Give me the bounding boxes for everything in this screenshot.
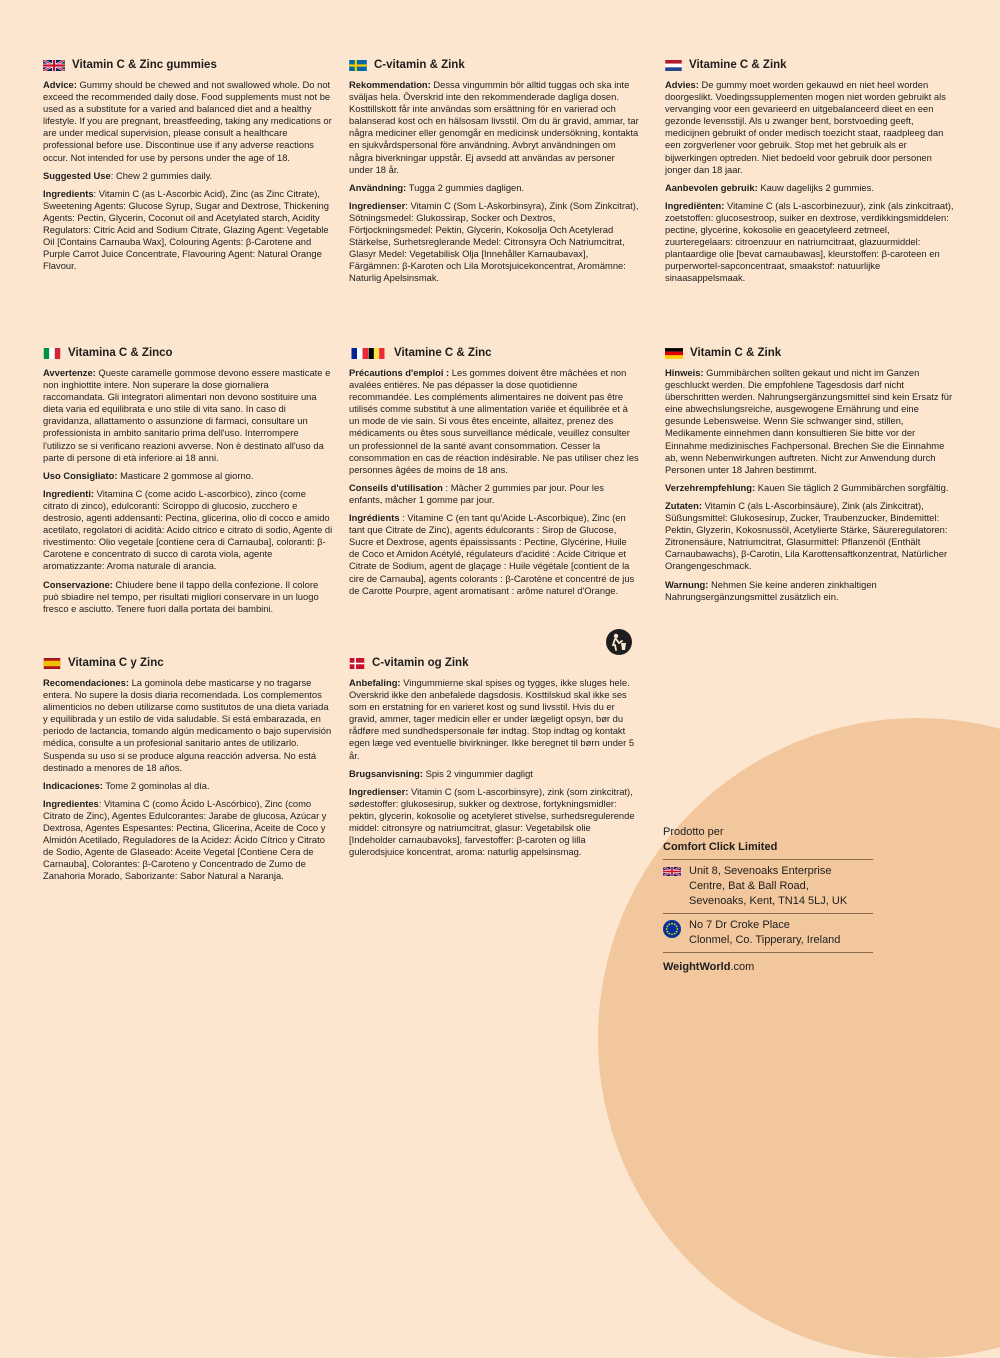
section-title: Vitamine C & Zink	[689, 59, 787, 71]
sweden-flag-icon	[349, 60, 367, 71]
eu-address: No 7 Dr Croke Place Clonmel, Co. Tipperary, Ireland	[663, 918, 873, 948]
section-english	[43, 58, 333, 278]
advice-paragraph: Advice: Gummy should be chewed and not swallowed whole. Do not exceed the recommended daily dose. Food supplements must not be used as a substitute for a varied and balanced diet and a healthy lifestyle. If you are pregnant, breastfeeding, taking any medications or are under medical supervision, please consult a healthcare professional before use. Discontinue use if any adverse reactions occur. Not intended for use by persons under the age of 18.	[43, 79, 332, 163]
section-title: Vitamine C & Zinc	[394, 347, 492, 359]
divider	[663, 952, 873, 953]
usage-paragraph: Conseils d'utilisation : Mâcher 2 gummies par jour. Pour les enfants, mâcher 1 gomme par jour.	[349, 481, 604, 505]
divider	[663, 859, 873, 860]
manufacturer-info	[663, 826, 873, 973]
advice-paragraph: Anbefaling: Vingummierne skal spises og tygges, ikke sluges hele. Overskrid ikke den anbefalede dagsdosis. Kosttilskud skal ikke ses som en erstatning for en varieret kost og sund livsstil. Hvis du er gravid, ammer, tager medicin eller er under lægeligt opsyn, bør du rådføre med sundhedspersonale før indtag. Stop indtag og kontakt egen læge ved eventuelle bivirkninger. Ikke beregnet til børn under 5 år.	[349, 677, 635, 761]
divider	[663, 913, 873, 914]
ingredients-paragraph: Ingredienser: Vitamin C (som L-ascorbinsyre), zink (som zinkcitrat), sødestoffer: glukosesirup, sukker og dextrose, fortykningsmidler: pektin, glycerin, kokosolie og acetyleret stivelse, surhedsregulerende middel: citronsyre og natriumcitrat, glasur: Vegetabilsk olie [Indeholder carnaubavoks], farvestoffer: β-caroten og lilla gulerodsjuice koncentrat, aroma: naturlig appelsinsmag.	[349, 785, 635, 858]
ingredients-paragraph: Ingredienser: Vitamin C (Som L-Askorbinsyra), Zink (Som Zinkcitrat), Sötningsmedel: Glukossirap, Socker och Dextros, Förtjockningsmedel: Pektin, Glycerin, Kokosolja Och Acetylerad Stärkelse, Surhetsreglerande Medel: Citronsyra Och Natriumcitrat, Glasyr Medel: Vegetabilisk Olja [Innehåller Karnaubavax], Färgämnen: β-Karoten och Lila Morotsjuicekoncentrat, Aromämne: Naturlig Apelsinsmak.	[349, 199, 639, 284]
ingredients-paragraph: Ingrediënten: Vitamine C (als L-ascorbinezuur), zink (als zinkcitraat), zoetstoffen: glucosestroop, suiker en dextrose, verdikkingsmiddelen: pectine, glycerine, kokosolie en geacetyleerd zetmeel, zuurteregelaars: citroenzuur en natriumcitraat, glazuurmiddel: plantaardige olie [bevat carnaubawas], kleurstoffen: β-caroteen en purperwortel-sapconcentraat, smaakstof: natuurlijke sinaasappelsmaak.	[665, 199, 954, 284]
section-german	[665, 346, 955, 609]
usage-paragraph: Aanbevolen gebruik: Kauw dagelijks 2 gummies.	[665, 181, 874, 193]
usage-paragraph: Uso Consigliato: Masticare 2 gommose al giorno.	[43, 469, 254, 481]
usage-paragraph: Brugsanvisning: Spis 2 vingummier dagligt	[349, 767, 533, 779]
section-title: Vitamina C & Zinco	[68, 347, 173, 359]
advice-paragraph: Précautions d'emploi : Les gommes doivent être mâchées et non avalées entières. Ne pas dépasser la dose quotidienne recommandée. Les compléments alimentaires ne doivent pas être utilisés comme substitut à une alimentation variée et équilibrée et à un mode de vie sain. Si vous êtes enceinte, allaitez, prenez des médicaments ou êtes sous surveillance médicale, veuillez consulter un professionnel de la santé avant consommation. Cesser la consommation en cas de réaction indésirable. Ne pas utiliser chez les personnes âgées de moins de 18 ans.	[349, 367, 639, 475]
ingredients-paragraph: Ingrédients : Vitamine C (en tant qu'Acide L-Ascorbique), Zinc (en tant que Citrate de Zinc), agents édulcorants : Sirop de Glucose, Sucre et Dextrose, agents épaississants : Pectine, Glycérine, Huile de Coco et Amidon Acétylé, régulateurs d'acidité : Acide Citrique et Citrate de Sodium, agent de glaçage : Huile végétale [contient de la cire de Carnauba], agents colorants : β-Carotène et concentré de jus de Carotte Pourpre, agent aromatisant : arôme naturel d'Orange.	[349, 512, 635, 596]
denmark-flag-icon	[349, 658, 365, 669]
company-name: Comfort Click Limited	[663, 841, 778, 853]
section-dutch	[665, 58, 955, 291]
section-title: C-vitamin og Zink	[372, 657, 469, 669]
uk-address: Unit 8, Sevenoaks Enterprise Centre, Bat & Ball Road, Sevenoaks, Kent, TN14 5LJ, UK	[663, 864, 873, 909]
spain-flag-icon	[43, 658, 61, 669]
section-french	[349, 346, 639, 603]
usage-paragraph: Verzehrempfehlung: Kauen Sie täglich 2 Gummibärchen sorgfältig.	[665, 481, 949, 493]
eu-flag-icon	[663, 920, 681, 938]
usage-paragraph: Användning: Tugga 2 gummies dagligen.	[349, 181, 525, 193]
france-belgium-flag-icon	[349, 348, 387, 359]
manufacturer-intro: Prodotto per	[663, 826, 724, 838]
warning-paragraph: Warnung: Nehmen Sie keine anderen zinkhaltigen Nahrungsergänzungsmittel zusätzlich ein.	[665, 578, 877, 602]
usage-paragraph: Suggested Use: Chew 2 gummies daily.	[43, 169, 213, 181]
advice-paragraph: Recomendaciones: La gominola debe masticarse y no tragarse entera. No supere la dosis diaria recomendada. Los complementos alimenticios no deben utilizarse como sustitutos de una dieta variada y equilibrada y un estilo de vida saludable. Si está embarazada, en periodo de lactancia, tomando algún medicamento o bajo supervisión médica, consulte a un profesional sanitario antes de utilizarlo. Suspenda su uso si se produce alguna reacción adversa. No está destinado a menores de 18 años.	[43, 677, 332, 773]
advice-paragraph: Rekommendation: Dessa vingummin bör alltid tuggas och ska inte sväljas hela. Överskrid inte den rekommenderade dagliga dosen. Kosttillskott får inte användas som ersättning för en varierad och balanserad kost och en hälsosam livsstil. Om du är gravid, ammar, tar några mediciner eller genomgår en medicinsk undersökning, kontakta en sjukvårdspersonal före användning. Avbryt användningen om några biverkningar uppstår. Ej avsedd att användas av personer under 18 år.	[349, 79, 639, 175]
germany-flag-icon	[665, 348, 683, 359]
recycle-tidyman-icon	[606, 629, 632, 655]
decorative-circle	[598, 718, 1000, 1358]
section-title: Vitamina C y Zinc	[68, 657, 164, 669]
storage-paragraph: Conservazione: Chiudere bene il tappo della confezione. Il colore può sbiadire nel tempo, per risultati migliori conservare in un luogo fresco e asciutto. Tenere fuori dalla portata dei bambini.	[43, 578, 319, 614]
section-danish	[349, 656, 639, 864]
usage-paragraph: Indicaciones: Tome 2 gominolas al día.	[43, 779, 210, 791]
ingredients-paragraph: Ingredients: Vitamin C (as L-Ascorbic Acid), Zinc (as Zinc Citrate), Sweetening Agents: Glucose Syrup, Sugar and Dextrose, Thickening Agents: Pectin, Glycerin, Coconut oil and Acetylated starch, Acidity Regulators: Citric Acid and Sodium Citrate, Glazing Agent: Vegetable Oil [Contains Carnauba Wax], Colouring Agents: β-Carotene and Purple Carrot Juice Concentrate, Flavouring Agent: Natural Orange Flavour.	[43, 187, 329, 272]
netherlands-flag-icon	[665, 60, 682, 71]
section-title: Vitamin C & Zink	[690, 347, 782, 359]
uk-flag-icon	[663, 866, 681, 877]
section-title: C-vitamin & Zink	[374, 59, 465, 71]
section-title: Vitamin C & Zinc gummies	[72, 59, 217, 71]
advice-paragraph: Avvertenze: Queste caramelle gommose devono essere masticate e non inghiottite intere. Non superare la dose giornaliera raccomandata. Gli integratori alimentari non devono sostituire una dieta varia ed equilibrata e uno stile di vita sano. In caso di gravidanza, allattamento o assunzione di farmaci, consultare un professionista in ambito sanitario prima dell'uso. Interrompere l'utilizzo se si verificano reazioni avverse. Non è destinato all'uso da parte di persone di età inferiore ai 18 anni.	[43, 367, 331, 463]
ingredients-paragraph: Ingredientes: Vitamina C (como Ácido L-Ascórbico), Zinc (como Citrato de Zinc), Agentes Edulcorantes: Jarabe de glucosa, Azúcar y Dextrosa, Agentes Espesantes: Pectina, Glicerina, Aceite de Coco y Almidón Acetilado, Reguladores de la Acidez: Ácido Cítrico y Citrato de Sodio, Agente de Glaseado: Aceite Vegetal [Contiene Cera de Carnauba], Colorantes: β-Caroteno y Concentrado de Zumo de Zanahoria Morado, Saborizante: Sabor Natural a Naranja.	[43, 797, 327, 882]
section-italian	[43, 346, 333, 621]
advice-paragraph: Advies: De gummy moet worden gekauwd en niet heel worden doorgeslikt. Voedingssupplementen mogen niet worden gebruikt als vervanging voor een gevarieerd en uitgebalanceerd dieet en een gezonde levensstijl. Als u zwanger bent, borstvoeding geeft, medicijnen gebruikt of onder medisch toezicht staat, raadpleeg dan een zorgverlener voor gebruik. Stop met het gebruik als er bijwerkingen optreden. Niet bedoeld voor gebruik door personen jonger dan 18 jaar.	[665, 79, 946, 175]
uk-flag-icon	[43, 60, 65, 71]
advice-paragraph: Hinweis: Gummibärchen sollten gekaut und nicht im Ganzen geschluckt werden. Die empfohlene Tagesdosis darf nicht überschritten werden. Nahrungsergänzungsmittel sind kein Ersatz für eine abwechslungsreiche, ausgewogene Ernährung und eine gesunde Lebensweise. Wenn Sie schwanger sind, stillen, Medikamente einnehmen dann konsultieren Sie bitte vor der Einnahme medizinisches Fachpersonal. Brechen Sie die Einnahme ab, wenn Nebenwirkungen auftreten. Nicht zur Anwendung durch Personen unter 18 Jahren bestimmt.	[665, 367, 953, 475]
section-swedish	[349, 58, 639, 291]
section-spanish	[43, 656, 333, 889]
ingredients-paragraph: Ingredienti: Vitamina C (come acido L-ascorbico), zinco (come citrato di zinco), edulcoranti: Sciroppo di glucosio, zucchero e destrosio, agenti addensanti: Pectina, glicerina, olio di cocco e amido acetilato, regolatori di acidità: Acido citrico e citrato di sodio, Agente di rivestimento: Olio vegetale [contiene cera di Carnauba], coloranti: β-Carotene e concentrato di succo di carota viola, agente aromatizzante: Aroma naturale di arancia.	[43, 487, 333, 572]
website: WeightWorld.com	[663, 961, 755, 973]
italy-flag-icon	[43, 348, 61, 359]
ingredients-paragraph: Zutaten: Vitamin C (als L-Ascorbinsäure), Zink (als Zinkcitrat), Süßungsmittel: Glukosesirup, Zucker, Traubenzucker, Bindemittel: Pektin, Glyzerin, Kokosnussöl, Acetylierte Stärke, Säureregulatoren: Zitronensäure, Natriumcitrat, Glasurmittel: Pflanzenöl (Enthält Carnaubawachs), β-Carotin, Lila Karottensaftkonzentrat, Natürlicher Orangengeschmack.	[665, 499, 948, 572]
